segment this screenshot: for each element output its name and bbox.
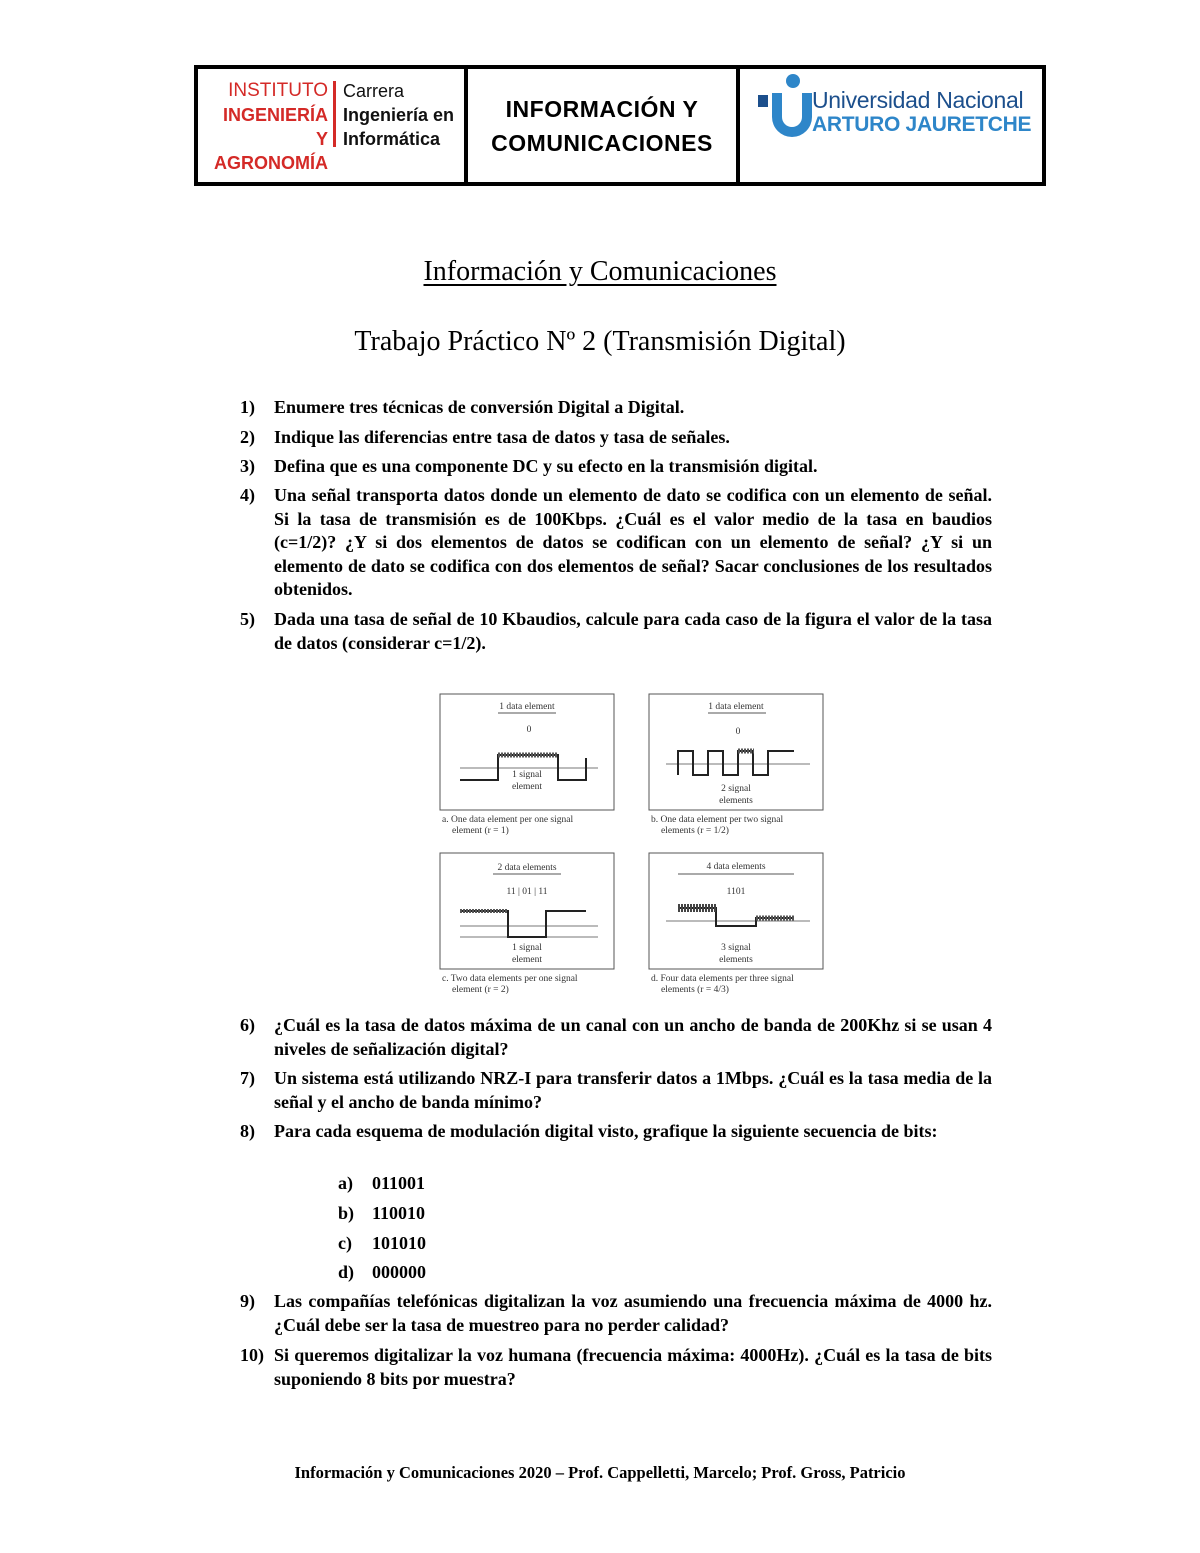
panel-b-signal-label-2: elements xyxy=(719,796,753,806)
question-number: 10) xyxy=(240,1345,264,1365)
question-item xyxy=(240,455,992,479)
panel-c-caption-1: c. Two data elements per one signal xyxy=(442,974,578,984)
panel-d-caption-1: d. Four data elements per three signal xyxy=(651,974,794,984)
question-item xyxy=(240,484,992,602)
panel-a-signal-label-2: element xyxy=(511,782,543,792)
option-value: 000000 xyxy=(372,1262,426,1282)
panel-d-signal-label-2: elements xyxy=(719,955,753,965)
institute-logo-text xyxy=(210,79,328,175)
subject-line-1: INFORMACIÓN Y xyxy=(505,95,699,122)
subject-title xyxy=(491,92,713,160)
institute-line-3: AGRONOMÍA xyxy=(214,153,328,173)
option-item xyxy=(338,1262,426,1283)
question-item xyxy=(240,1120,992,1144)
question-text: Indique las diferencias entre tasa de datos y tasa de señales. xyxy=(274,427,730,447)
question-text: Defina que es una componente DC y su efecto en la transmisión digital. xyxy=(274,456,818,476)
panel-d-signal-label-1: 3 signal xyxy=(721,943,751,953)
panel-a-caption-2: element (r = 1) xyxy=(452,826,509,836)
panel-b-signal-label-1: 2 signal xyxy=(721,784,751,794)
university-line-1: Universidad Nacional xyxy=(812,87,1024,113)
panel-b-top-label: 1 data element xyxy=(708,702,764,712)
option-letter: b) xyxy=(338,1203,355,1223)
question-text: Para cada esquema de modulación digital visto, grafique la siguiente secuencia de bits: xyxy=(274,1121,938,1141)
panel-c-signal-label-1: 1 signal xyxy=(512,943,542,953)
panel-b-caption-1: b. One data element per two signal xyxy=(651,815,784,825)
panel-d-top-label: 4 data elements xyxy=(706,862,766,872)
option-letter: d) xyxy=(338,1262,355,1282)
option-value: 101010 xyxy=(372,1233,426,1253)
question-item xyxy=(240,1290,992,1337)
document-title: Información y Comunicaciones xyxy=(423,256,777,287)
header-university-cell xyxy=(740,69,1042,182)
question-text: Una señal transporta datos donde un elemento de dato se codifica con un elemento de señal. Si la tasa de transmisión es de 100Kbps. ¿Cuál es el valor medio de la tasa en baudios (c=1/2)? ¿Y si dos elementos de datos se codifican con un elemento de señal? ¿Y si un elemento de dato se codifica con dos elementos de señal? Sacar conclusiones de los resultados obtenidos. xyxy=(274,485,992,599)
page-footer: Información y Comunicaciones 2020 – Prof. Cappelletti, Marcelo; Prof. Gross, Patricio xyxy=(294,1463,906,1482)
panel-a-bits: 0 xyxy=(526,725,532,735)
panel-c-caption-2: element (r = 2) xyxy=(452,985,509,995)
career-text xyxy=(343,79,454,151)
question-text: Dada una tasa de señal de 10 Kbaudios, calcule para cada caso de la figura el valor de la tasa de datos (considerar c=1/2). xyxy=(274,609,992,653)
option-letter: c) xyxy=(338,1233,352,1253)
header-table xyxy=(194,65,1046,186)
career-line-3: Informática xyxy=(343,129,441,149)
institute-divider xyxy=(333,81,336,147)
question-text: ¿Cuál es la tasa de datos máxima de un canal con un ancho de banda de 200Khz si se usan 4 niveles de señalización digital? xyxy=(274,1015,992,1059)
option-letter: a) xyxy=(338,1173,353,1193)
panel-a-top-label: 1 data element xyxy=(499,702,555,712)
question-item xyxy=(240,1344,992,1391)
figure-panel-b xyxy=(649,694,823,836)
panel-c-signal-label-2: element xyxy=(511,955,543,965)
option-item xyxy=(338,1203,425,1224)
question-number: 5) xyxy=(240,609,255,629)
question-number: 8) xyxy=(240,1121,255,1141)
question-number: 6) xyxy=(240,1015,255,1035)
option-item xyxy=(338,1173,425,1194)
question-number: 1) xyxy=(240,397,255,417)
university-name xyxy=(812,87,1031,137)
figure-panel-d xyxy=(649,853,823,995)
question-number: 7) xyxy=(240,1068,255,1088)
question-item xyxy=(240,426,992,450)
question-text: Un sistema está utilizando NRZ-I para transferir datos a 1Mbps. ¿Cuál es la tasa media de la señal y el ancho de banda mínimo? xyxy=(274,1068,992,1112)
option-value: 011001 xyxy=(372,1173,426,1193)
question-number: 9) xyxy=(240,1291,255,1311)
unaj-logo-icon xyxy=(758,73,814,139)
signal-elements-figure xyxy=(438,692,828,1004)
career-line-1: Carrera xyxy=(343,81,405,101)
document-subtitle: Trabajo Práctico Nº 2 (Transmisión Digital) xyxy=(354,326,846,357)
panel-b-caption-2: elements (r = 1/2) xyxy=(661,826,729,836)
question-number: 3) xyxy=(240,456,255,476)
question-item xyxy=(240,608,992,655)
institute-line-2: INGENIERÍA Y xyxy=(222,105,328,149)
question-item xyxy=(240,1014,992,1061)
university-line-2: ARTURO JAURETCHE xyxy=(812,113,1032,136)
figure-panel-c xyxy=(440,853,614,995)
question-number: 2) xyxy=(240,427,255,447)
figure-svg xyxy=(438,692,828,1004)
panel-c-top-label: 2 data elements xyxy=(497,863,557,873)
figure-panel-a xyxy=(440,694,614,836)
header-subject-cell xyxy=(468,69,740,182)
question-text: Las compañías telefónicas digitalizan la voz asumiendo una frecuencia máxima de 4000 hz. ¿Cuál debe ser la tasa de muestreo para no perder calidad? xyxy=(274,1291,992,1335)
panel-d-bits: 1101 xyxy=(726,887,746,897)
panel-b-bits: 0 xyxy=(735,727,741,737)
header-institute-cell xyxy=(198,69,468,182)
panel-a-caption-1: a. One data element per one signal xyxy=(442,815,574,825)
question-text: Enumere tres técnicas de conversión Digital a Digital. xyxy=(274,397,685,417)
option-value: 110010 xyxy=(372,1203,426,1223)
question-number: 4) xyxy=(240,485,255,505)
panel-a-signal-label-1: 1 signal xyxy=(512,770,542,780)
panel-c-bits: 11 | 01 | 11 xyxy=(506,887,548,897)
panel-d-caption-2: elements (r = 4/3) xyxy=(661,985,729,995)
subject-line-2: COMUNICACIONES xyxy=(491,129,713,156)
question-item xyxy=(240,396,992,420)
career-line-2: Ingeniería en xyxy=(343,105,455,125)
question-text: Si queremos digitalizar la voz humana (frecuencia máxima: 4000Hz). ¿Cuál es la tasa de bits suponiendo 8 bits por muestra? xyxy=(274,1345,992,1389)
option-item xyxy=(338,1233,426,1254)
question-item xyxy=(240,1067,992,1114)
institute-line-1: INSTITUTO xyxy=(228,80,328,101)
